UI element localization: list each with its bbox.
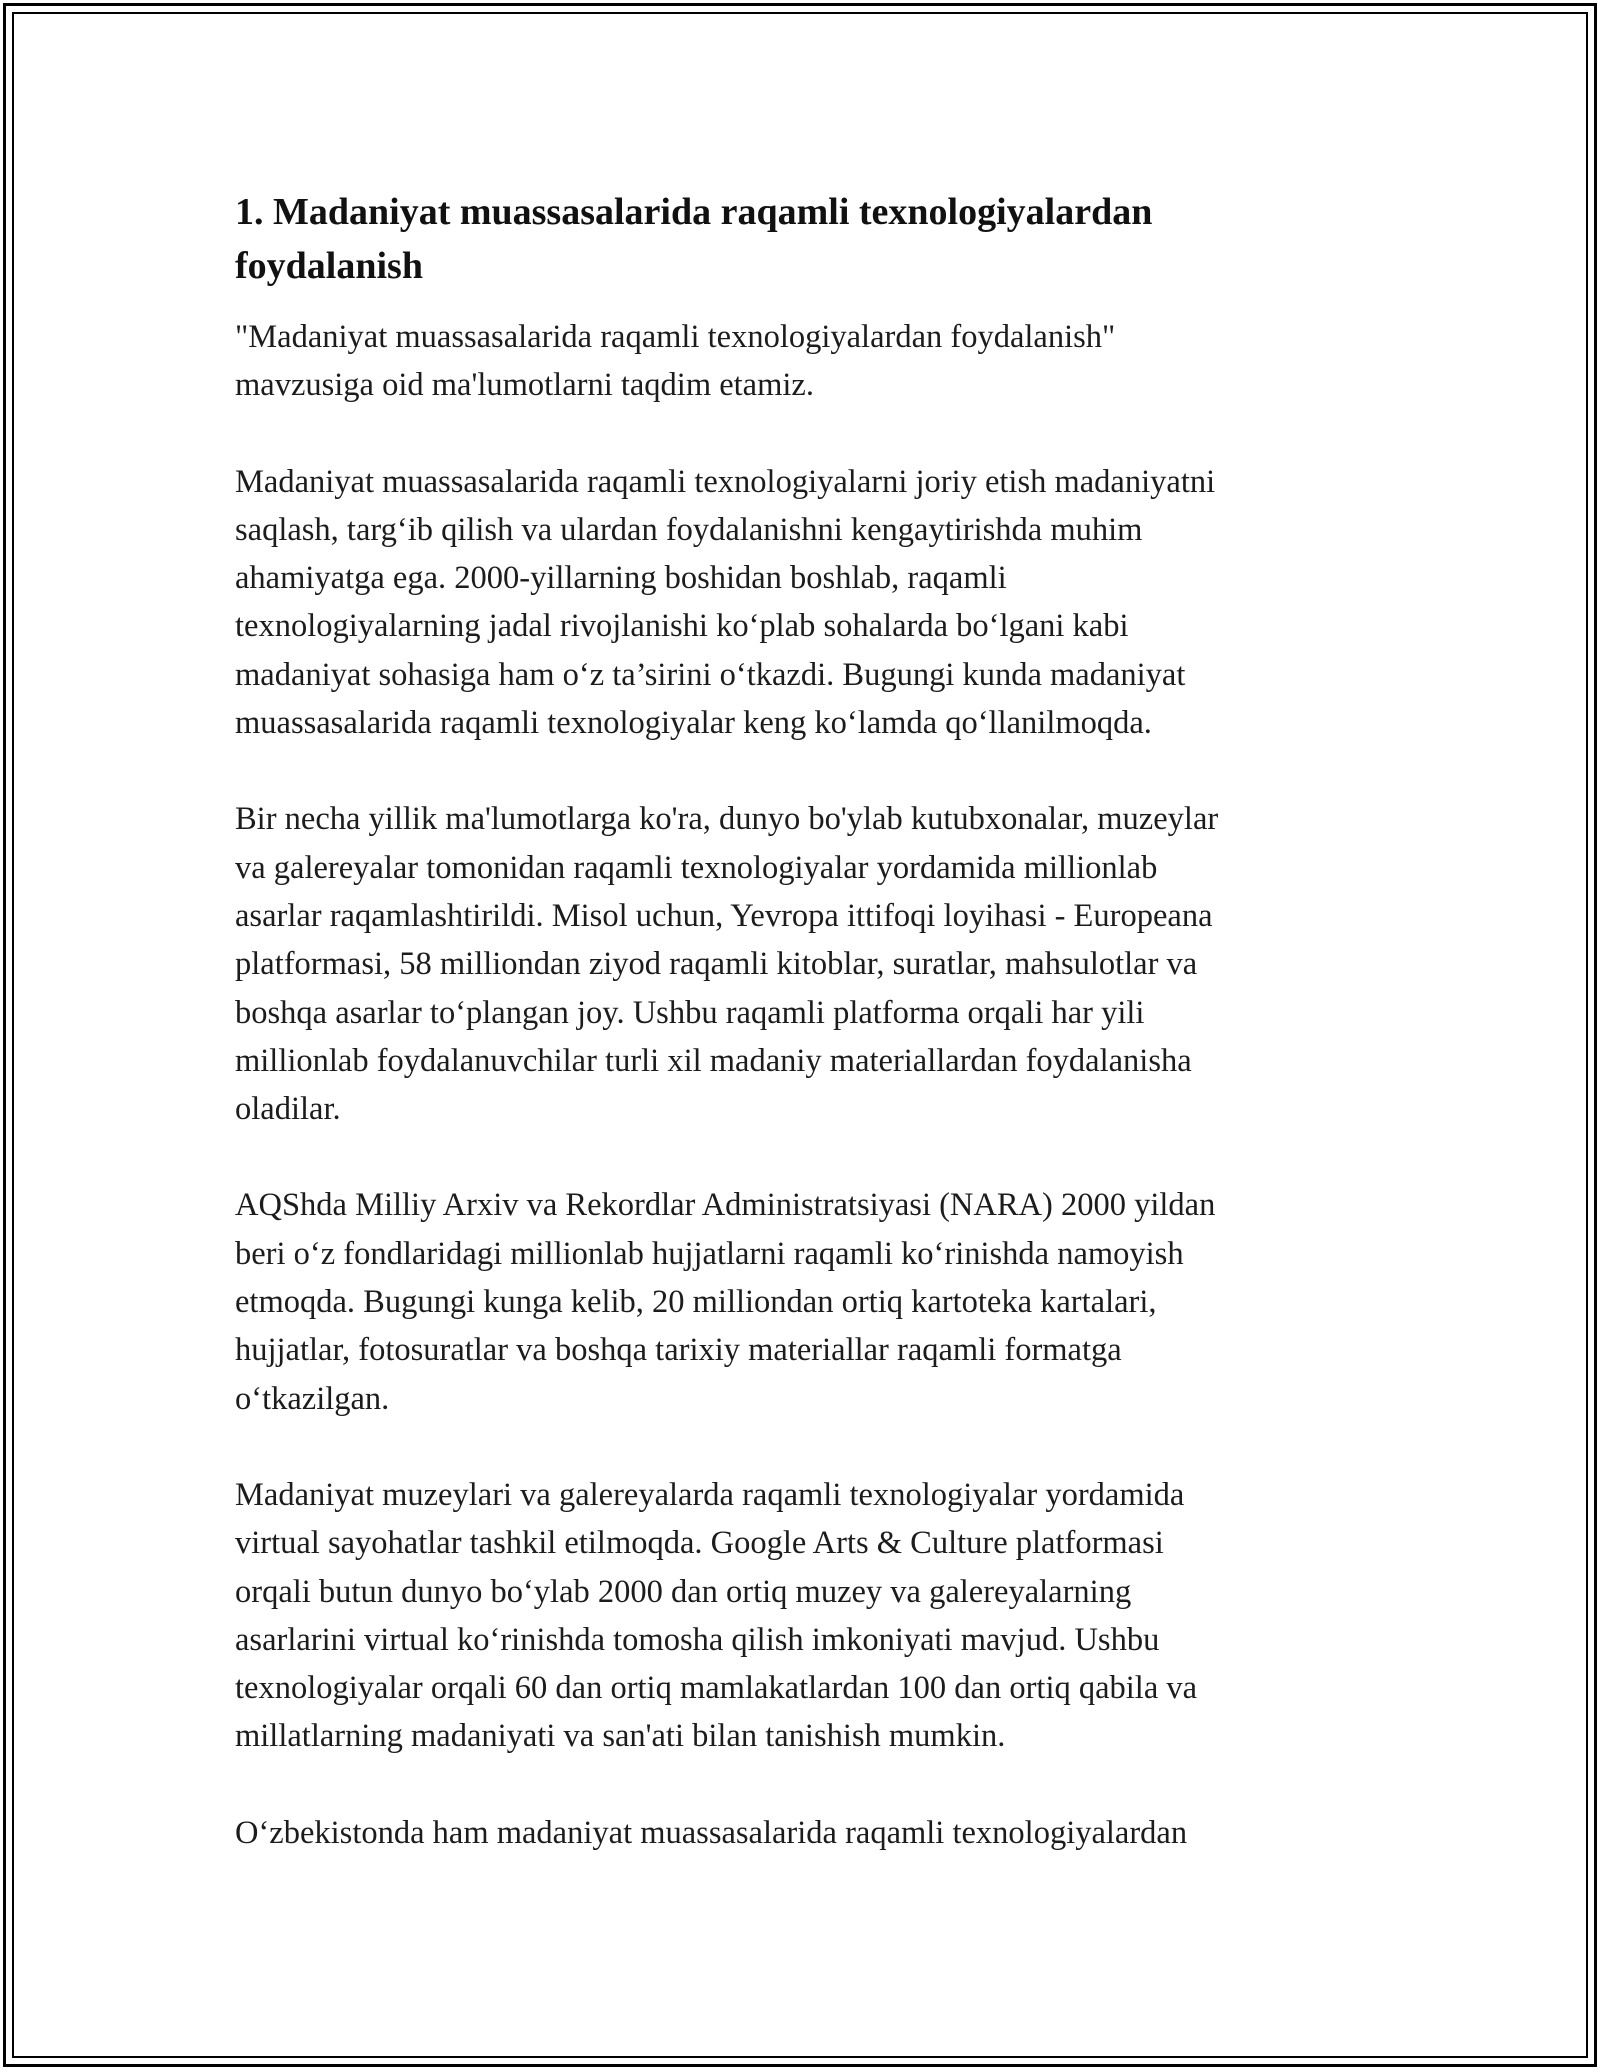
paragraph-europeana: Bir necha yillik ma'lumotlarga ko'ra, dunyo bo'ylab kutubxonalar, muzeylar va galereyalar tomonidan raqamli texnologiyalar yordamida millionlab asarlar raqamlashtirildi. Misol uchun, Yevropa ittifoqi loyihasi - Europeana platformasi, 58 milliondan ziyod raqamli kitoblar, suratlar, mahsulotlar va boshqa asarlar to‘plangan joy. Ushbu raqamli platforma orqali har yili millionlab foydalanuvchilar turli xil madaniy materiallardan foydalanisha oladilar. <box>235 801 1219 1128</box>
intro-paragraph: "Madaniyat muassasalarida raqamli texnologiyalardan foydalanish" mavzusiga oid ma'lumotlarni taqdim etamiz. <box>235 319 1116 404</box>
paragraph-uzbekistan: O‘zbekistonda ham madaniyat muassasalarida raqamli texnologiyalardan <box>235 1814 1188 1851</box>
paragraph-digital-adoption: Madaniyat muassasalarida raqamli texnologiyalarni joriy etish madaniyatni saqlash, targ‘ib qilish va ulardan foydalanishni kengaytirishda muhim ahamiyatga ega. 2000-yillarning boshidan boshlab, raqamli texnologiyalarning jadal rivojlanishi ko‘plab sohalarda bo‘lgani kabi madaniyat sohasiga ham o‘z ta’sirini o‘tkazdi. Bugungi kunda madaniyat muassasalarida raqamli texnologiyalar keng ko‘lamda qo‘llanilmoqda. <box>235 463 1216 742</box>
document-body <box>235 185 1365 1857</box>
document-title: 1. Madaniyat muassasalarida raqamli texnologiyalardan foydalanish <box>235 191 1153 287</box>
paragraph-google-arts: Madaniyat muzeylari va galereyalarda raqamli texnologiyalar yordamida virtual sayohatlar tashkil etilmoqda. Google Arts & Culture platformasi orqali butun dunyo bo‘ylab 2000 dan ortiq muzey va galereyalarning asarlarini virtual ko‘rinishda tomosha qilish imkoniyati mavjud. Ushbu texnologiyalar orqali 60 dan ortiq mamlakatlardan 100 dan ortiq qabila va millatlarning madaniyati va san'ati bilan tanishish mumkin. <box>235 1476 1198 1755</box>
paragraph-nara: AQShda Milliy Arxiv va Rekordlar Administratsiyasi (NARA) 2000 yildan beri o‘z fondlaridagi millionlab hujjatlarni raqamli ko‘rinishda namoyish etmoqda. Bugungi kunga kelib, 20 milliondan ortiq kartoteka kartalari, hujjatlar, fotosuratlar va boshqa tarixiy materiallar raqamli formatga o‘tkazilgan. <box>235 1187 1216 1417</box>
